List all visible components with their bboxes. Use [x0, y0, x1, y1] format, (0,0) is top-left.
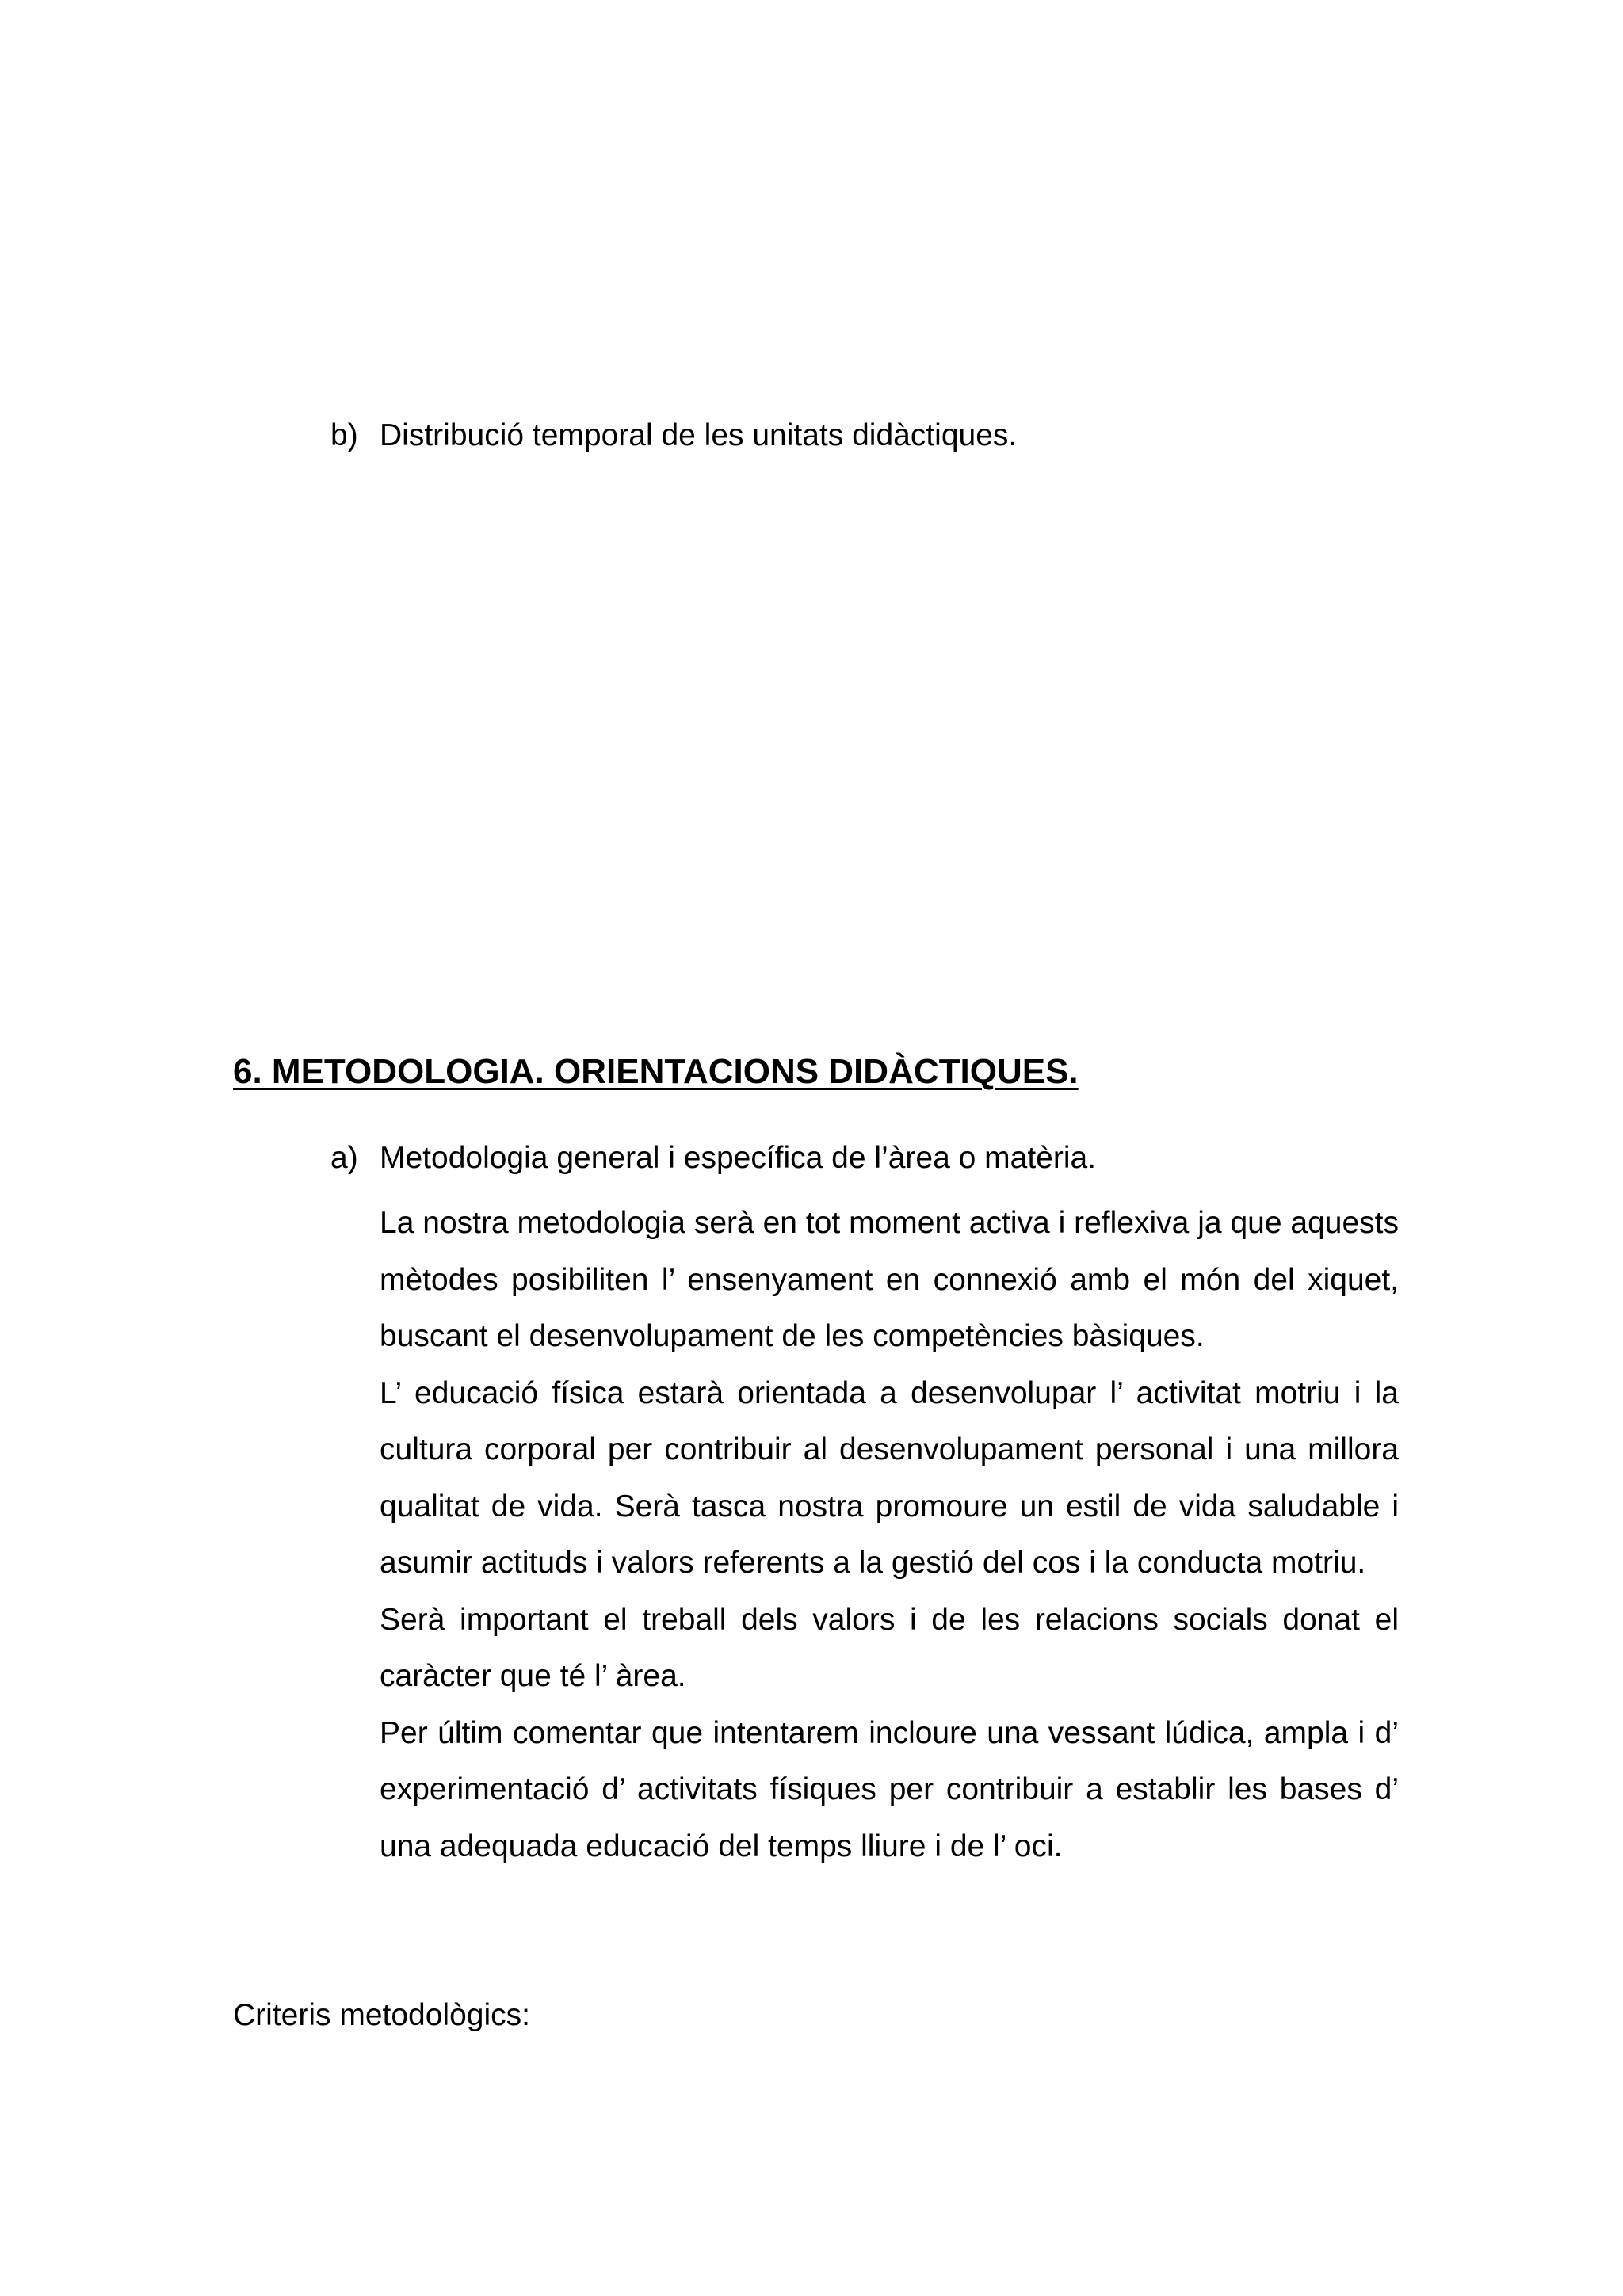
list-marker-a: a) — [330, 1141, 358, 1175]
list-marker-b: b) — [330, 418, 358, 452]
paragraph-leisure: Per últim comentar que intentarem incloure una vessant lúdica, ampla i d’ experimentació d’ activitats físiques per contribuir a establir les bases d’ una adequada educació del temps lliure i de l’ oci. — [380, 1715, 1399, 1863]
methodology-body — [380, 1195, 1399, 1875]
paragraph-physical-education: L’ educació física estarà orientada a desenvolupar l’ activitat motriu i la cultura corporal per contribuir al desenvolupament personal i una millora qualitat de vida. Serà tasca nostra promoure un estil de vida saludable i asumir actituds i valors referents a la gestió del cos i la conducta motriu. — [380, 1375, 1399, 1580]
list-text-b: Distribució temporal de les unitats didàctiques. — [380, 418, 1018, 452]
list-text-a: Metodologia general i específica de l’àrea o matèria. — [380, 1141, 1097, 1175]
section-heading: 6. METODOLOGIA. ORIENTACIONS DIDÀCTIQUES. — [233, 1052, 1079, 1091]
paragraph-methodology: La nostra metodologia serà en tot moment activa i reflexiva ja que aquests mètodes posibiliten l’ ensenyament en connexió amb el món del xiquet, buscant el desenvolupament de les competències bàsiques. — [380, 1206, 1399, 1353]
criteria-label: Criteris metodològics: — [233, 1998, 530, 2032]
paragraph-values: Serà important el treball dels valors i de les relacions socials donat el caràcter que té l’ àrea. — [380, 1602, 1399, 1693]
